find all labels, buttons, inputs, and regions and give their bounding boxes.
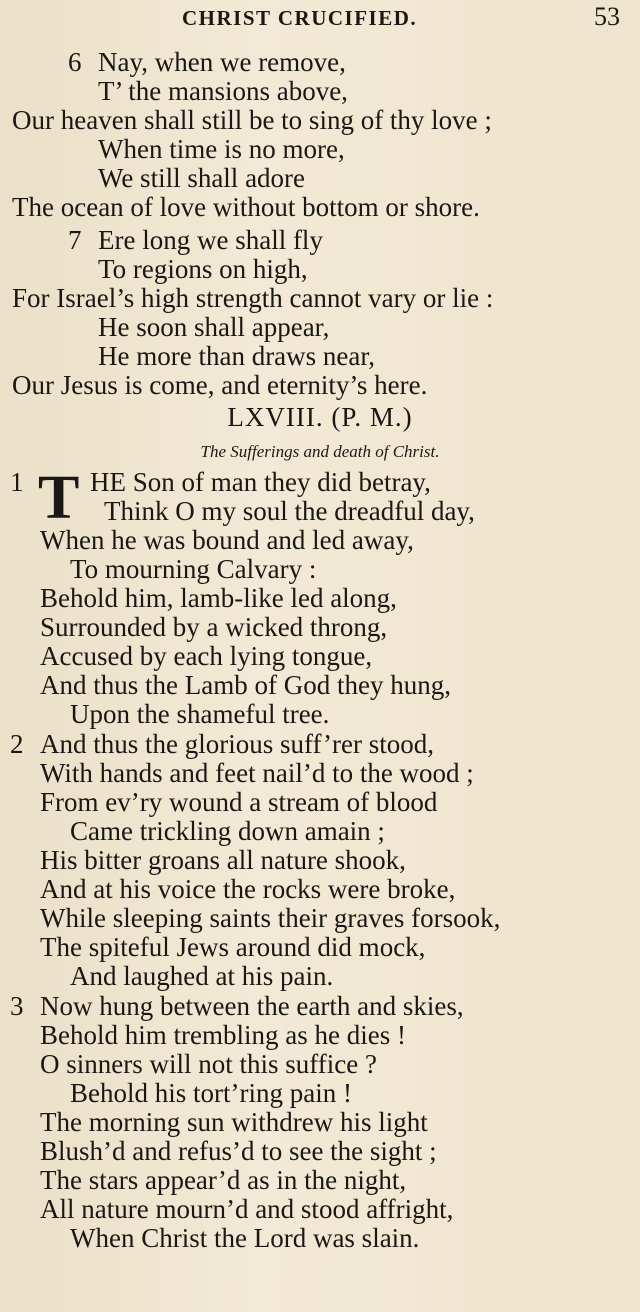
verse-line: The spiteful Jews around did mock, <box>40 932 426 962</box>
verse-line: The ocean of love without bottom or shore. <box>12 192 480 222</box>
verse-line: For Israel’s high strength cannot vary or lie : <box>12 283 494 313</box>
verse-number: 6 <box>68 47 82 77</box>
verse-line: When he was bound and led away, <box>40 525 414 555</box>
verse-line: Behold him, lamb-like led along, <box>40 583 397 613</box>
verse-line: Came trickling down amain ; <box>70 816 385 846</box>
verse-line: While sleeping saints their graves forsook, <box>40 903 501 933</box>
hymn-title: LXVIII. (P. M.) <box>227 402 413 432</box>
verse-line: All nature mourn’d and stood affright, <box>40 1194 454 1224</box>
page-number: 53 <box>594 2 620 31</box>
verse-line: With hands and feet nail’d to the wood ; <box>40 758 474 788</box>
verse-line: And laughed at his pain. <box>70 961 334 991</box>
verse-line: His bitter groans all nature shook, <box>40 845 406 875</box>
verse-line: To regions on high, <box>98 254 308 284</box>
verse-line: Behold his tort’ring pain ! <box>70 1078 352 1108</box>
verse-line: The stars appear’d as in the night, <box>40 1165 407 1195</box>
verse-line: Blush’d and refus’d to see the sight ; <box>40 1136 437 1166</box>
hymn-subtitle: The Sufferings and death of Christ. <box>200 442 440 461</box>
verse-number: 2 <box>10 729 24 759</box>
verse-line: Behold him trembling as he dies ! <box>40 1020 406 1050</box>
running-title: CHRIST CRUCIFIED. <box>182 6 418 30</box>
verse-line: HE Son of man they did betray, <box>90 467 431 497</box>
verse-line: To mourning Calvary : <box>70 554 317 584</box>
verse-line: Now hung between the earth and skies, <box>40 991 464 1021</box>
verse-line: When time is no more, <box>98 134 345 164</box>
verse-line: Surrounded by a wicked throng, <box>40 612 388 642</box>
verse-line: Think O my soul the dreadful day, <box>104 496 475 526</box>
verse-line: Upon the shameful tree. <box>70 699 330 729</box>
verse-line: Our Jesus is come, and eternity’s here. <box>12 370 428 400</box>
verse-number: 1 <box>10 467 24 497</box>
verse-line: He soon shall appear, <box>98 312 330 342</box>
verse-line: Accused by each lying tongue, <box>40 641 373 671</box>
verse-line: Ere long we shall fly <box>98 225 323 255</box>
verse-line: Our heaven shall still be to sing of thy love ; <box>12 105 492 135</box>
verse-line: The morning sun withdrew his light <box>40 1107 428 1137</box>
verse-number: 7 <box>68 225 82 255</box>
verse-line: T’ the mansions above, <box>98 76 348 106</box>
verse-line: And thus the Lamb of God they hung, <box>40 670 451 700</box>
drop-cap: T <box>38 464 80 532</box>
verse-line: We still shall adore <box>98 163 306 193</box>
verse-line: From ev’ry wound a stream of blood <box>40 787 438 817</box>
verse-line: He more than draws near, <box>98 341 376 371</box>
verse-number: 3 <box>10 991 24 1021</box>
verse-line: And thus the glorious suff’rer stood, <box>40 729 434 759</box>
verse-line: And at his voice the rocks were broke, <box>40 874 456 904</box>
verse-line: When Christ the Lord was slain. <box>70 1223 420 1253</box>
verse-line: O sinners will not this suffice ? <box>40 1049 377 1079</box>
verse-line: Nay, when we remove, <box>98 47 346 77</box>
page-header <box>0 2 640 34</box>
